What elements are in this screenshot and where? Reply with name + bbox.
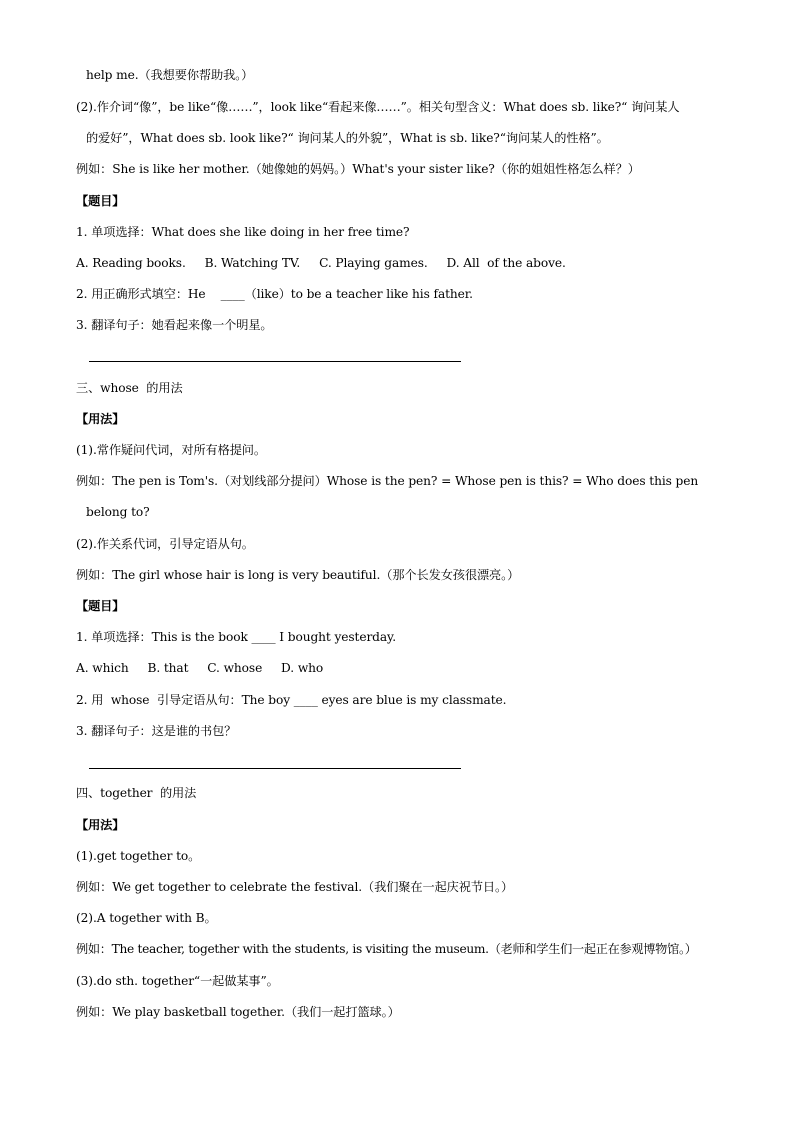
question-line: 3. 翻译句子：这是谁的书包？ xyxy=(76,724,237,738)
answer-blank-line xyxy=(89,768,461,769)
example-line: 例如：She is like her mother.（她像她的妈妈。）What's your sister like?（你的姐姐性格怎么样？） xyxy=(76,162,640,176)
text-line: (2).作关系代词，引导定语从句。 xyxy=(76,537,254,551)
example-line: 例如：We get together to celebrate the festival.（我们聚在一起庆祝节日。） xyxy=(76,880,514,894)
section-heading: 三、whose 的用法 xyxy=(76,381,183,395)
question-line: 1. 单项选择：This is the book ____ I bought yesterday. xyxy=(76,630,396,644)
text-line: (3).do sth. together“一起做某事”。 xyxy=(76,974,279,988)
example-line: 例如：We play basketball together.（我们一起打篮球。） xyxy=(76,1005,400,1019)
section-label: 【用法】 xyxy=(76,412,125,426)
options-line: A. which B. that C. whose D. who xyxy=(76,661,324,675)
text-line: (1).常作疑问代词，对所有格提问。 xyxy=(76,443,266,457)
question-line: 2. 用正确形式填空：He ____（like）to be a teacher like his father. xyxy=(76,287,473,301)
text-line: 的爱好”，What does sb. look like?“ 询问某人的外貌”，What is sb. like?“询问某人的性格”。 xyxy=(86,131,609,145)
example-line: belong to? xyxy=(86,505,150,519)
text-line: (2).A together with B。 xyxy=(76,911,217,925)
text-line: help me.（我想要你帮助我。） xyxy=(86,68,254,82)
options-line: A. Reading books. B. Watching TV. C. Playing games. D. All of the above. xyxy=(76,256,566,270)
question-line: 2. 用 whose 引导定语从句：The boy ____ eyes are blue is my classmate. xyxy=(76,693,507,707)
section-label: 【题目】 xyxy=(76,599,125,613)
question-line: 1. 单项选择：What does she like doing in her free time? xyxy=(76,225,410,239)
example-line: 例如：The teacher, together with the students, is visiting the museum.（老师和学生们一起正在参观博物馆。） xyxy=(76,942,697,956)
section-label: 【用法】 xyxy=(76,818,125,832)
example-line: 例如：The girl whose hair is long is very beautiful.（那个长发女孩很漂亮。） xyxy=(76,568,520,582)
section-label: 【题目】 xyxy=(76,194,125,208)
text-line: (1).get together to。 xyxy=(76,849,201,863)
question-line: 3. 翻译句子：她看起来像一个明星。 xyxy=(76,318,273,332)
example-line: 例如：The pen is Tom's.（对划线部分提问）Whose is the pen? = Whose pen is this? = Who does this pen xyxy=(76,474,699,488)
text-line: (2).作介词“像”，be like“像……”，look like“看起来像……”。相关句型含义：What does sb. like?“ 询问某人 xyxy=(76,100,680,114)
answer-blank-line xyxy=(89,361,461,362)
section-heading: 四、together 的用法 xyxy=(76,786,197,800)
